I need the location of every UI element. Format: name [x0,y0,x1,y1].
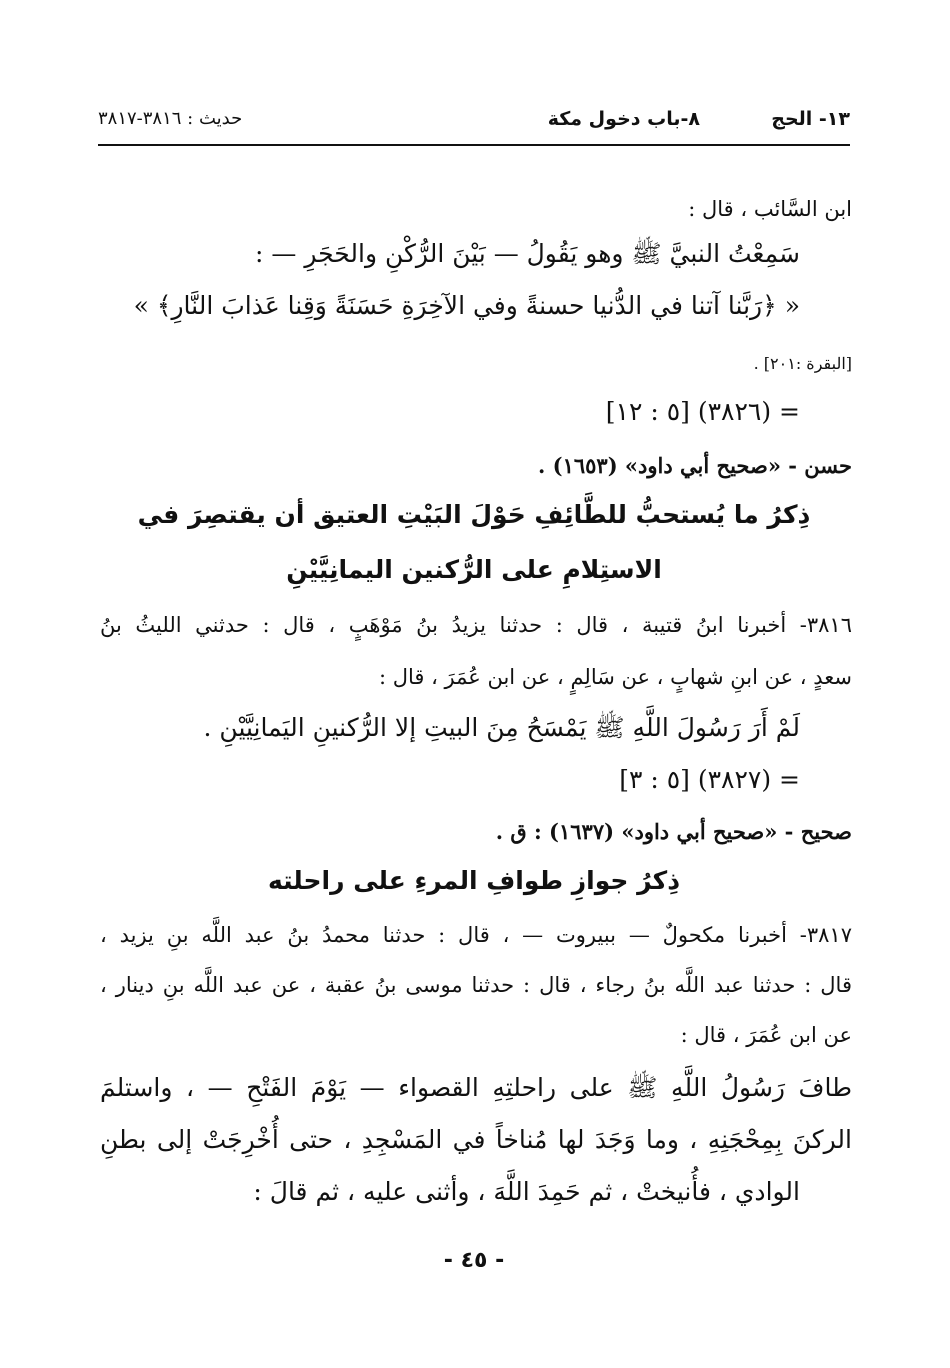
hadith-text-line: طافَ رَسُولُ اللَّهِ ﷺ على راحلتِهِ القصواء — يَوْمَ الفَتْحِ — ، واستلمَ [100,1073,852,1102]
isnad-line: سعدٍ ، عن ابنِ شهابٍ ، عن سَالِمٍ ، عن ابن عُمَرَ ، قال : [378,665,852,689]
hadith-range: حديث : ٣٨١٦-٣٨١٧ [98,108,243,129]
chapter-heading-2: ذِكرُ جوازِ طوافِ المرءِ على راحلته [267,866,681,895]
isnad-line: ٣٨١٧- أخبرنا مكحولٌ — ببيروت — ، قال : حدثنا محمدُ بنُ عبد اللَّه بنِ يزيد ، [100,923,852,947]
isnad-line: عن ابن عُمَرَ ، قال : [680,1023,852,1047]
hadith-text-line: سَمِعْتُ النبيَّ ﷺ وهو يَقُولُ — بَيْنَ الرُّكْنِ والحَجَرِ — : [255,239,800,268]
running-header [98,104,850,146]
cross-reference: = (٣٨٢٧) [٥ : ٣] [619,765,800,794]
hadith-text-line: الوادي ، فأُنيختْ ، ثم حَمِدَ اللَّهَ ، وأثنى عليه ، ثم قالَ : [253,1177,800,1206]
page-number: - ٤٥ - [443,1248,505,1273]
grading-line: حسن - «صحيح أبي داود» (١٦٥٣) . [538,453,852,478]
chapter-title: ١٣- الحج [771,108,850,130]
chapter-heading-1b: الاستِلامِ على الرُّكنين اليمانِيَّيْنِ [286,555,662,584]
quran-quote-line: « ﴿رَبَّنا آتنا في الدُّنيا حسنةً وفي الآخِرَةِ حَسَنَةً وَقِنا عَذابَ النَّارِ﴾ » [133,291,800,320]
chapter-heading-1a: ذِكرُ ما يُستحبُّ للطَّائِفِ حَوْلَ البَيْتِ العتيق أن يقتصِرَ في [137,500,811,529]
hadith-text-line: لَمْ أَرَ رَسُولَ اللَّهِ ﷺ يَمْسَحُ مِنَ البيتِ إلا الرُّكنينِ اليَمانِيَّيْنِ . [203,713,800,742]
grading-line: صحيح - «صحيح أبي داود» (١٦٣٧) : ق . [495,819,852,844]
isnad-line: ٣٨١٦- أخبرنا ابنُ قتيبة ، قال : حدثنا يزيدُ بنُ مَوْهَبٍ ، قال : حدثني الليثُ بنُ [100,613,852,637]
isnad-line: قال : حدثنا عبد اللَّه بنُ رجاء ، قال : حدثنا موسى بنُ عقبة ، عن عبد اللَّه بنِ دينار ، [100,973,852,997]
section-title: ٨-باب دخول مكة [547,108,700,130]
hadith-text-line: الركنَ بِمِحْجَنِهِ ، وما وَجَدَ لها مُناخاً في المَسْجِدِ ، حتى أُخْرِجَتْ إلى بطنِ [100,1125,852,1154]
quran-reference: [البقرة :٢٠١] . [753,354,852,373]
cross-reference: = (٣٨٢٦) [٥ : ١٢] [605,397,800,426]
text-line: ابن السَّائب ، قال : [688,197,852,221]
